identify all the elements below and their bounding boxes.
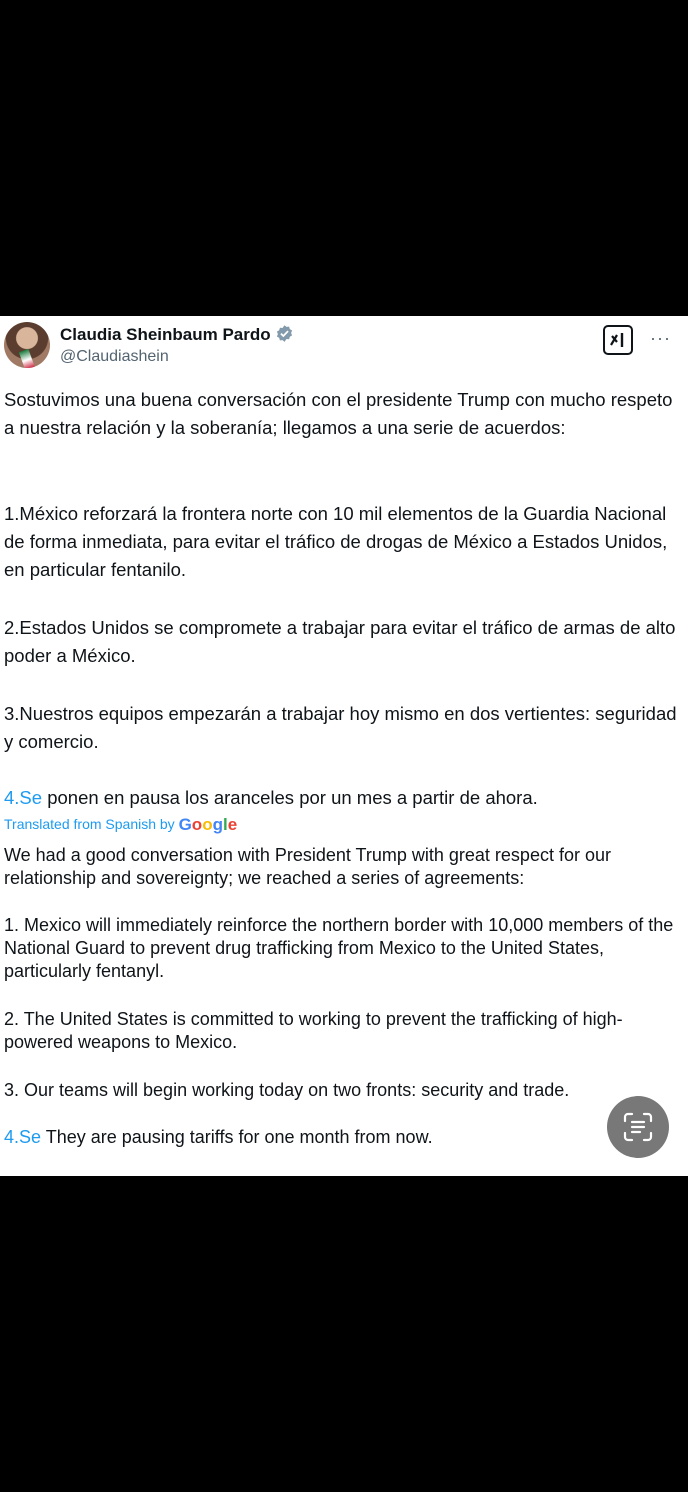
google-logo [179,815,238,834]
scan-text-button[interactable] [607,1096,669,1158]
grok-icon [608,330,628,350]
original-paragraph-2: 1.México reforzará la frontera norte con 10 mil elementos de la Guardia Nacional de forma inmediata, para evitar el tráfico de drogas de México a Estados Unidos, en particular fentanilo. [4,503,668,580]
author-handle[interactable]: @Claudiashein [60,348,169,365]
more-icon[interactable]: ··· [650,328,671,348]
grok-button[interactable] [603,325,633,355]
google-letter: e [227,815,238,834]
original-paragraph-5-text: ponen en pausa los aranceles por un mes a partir de ahora. [42,787,538,808]
translated-hashtag-link[interactable]: 4.Se [4,1127,42,1147]
translated-paragraph-2: 1. Mexico will immediately reinforce the northern border with 10,000 members of the National Guard to prevent drug trafficking from Mexico to the United States, particularly fentanyl. [4,915,674,981]
google-letter: o [202,815,213,834]
translated-paragraph-1: We had a good conversation with President Trump with great respect for our relationship and sovereignty; we reached a series of agreements: [4,845,611,888]
tweet-card [0,316,688,1176]
original-hashtag-link[interactable]: 4.Se [4,787,43,808]
google-letter: o [191,815,203,834]
original-paragraph-3: 2.Estados Unidos se compromete a trabajar para evitar el tráfico de armas de alto poder a México. [4,617,676,666]
translated-paragraph-5 [4,1126,684,1149]
verified-badge-icon[interactable] [275,324,294,348]
translation-label: Translated from Spanish by [4,816,179,832]
original-paragraph-5 [4,784,684,812]
author-name[interactable]: Claudia Sheinbaum Pardo [60,325,271,344]
google-letter: G [178,815,192,834]
avatar[interactable] [4,322,50,368]
author-name-row[interactable] [60,324,294,348]
scan-text-icon [621,1110,655,1144]
translation-attribution[interactable] [4,815,237,835]
google-letter: g [212,815,223,834]
original-paragraph-1: Sostuvimos una buena conversación con el presidente Trump con mucho respeto a nuestra relación y la soberanía; llegamos a una serie de acuerdos: [4,389,673,438]
original-paragraph-4: 3.Nuestros equipos empezarán a trabajar hoy mismo en dos vertientes: seguridad y comercio. [4,703,677,752]
translated-paragraph-3: 2. The United States is committed to working to prevent the trafficking of high-powered weapons to Mexico. [4,1009,623,1052]
translated-paragraph-5-text: They are pausing tariffs for one month from now. [41,1127,433,1147]
google-letter: l [222,815,228,834]
translated-paragraph-4: 3. Our teams will begin working today on two fronts: security and trade. [4,1080,570,1100]
